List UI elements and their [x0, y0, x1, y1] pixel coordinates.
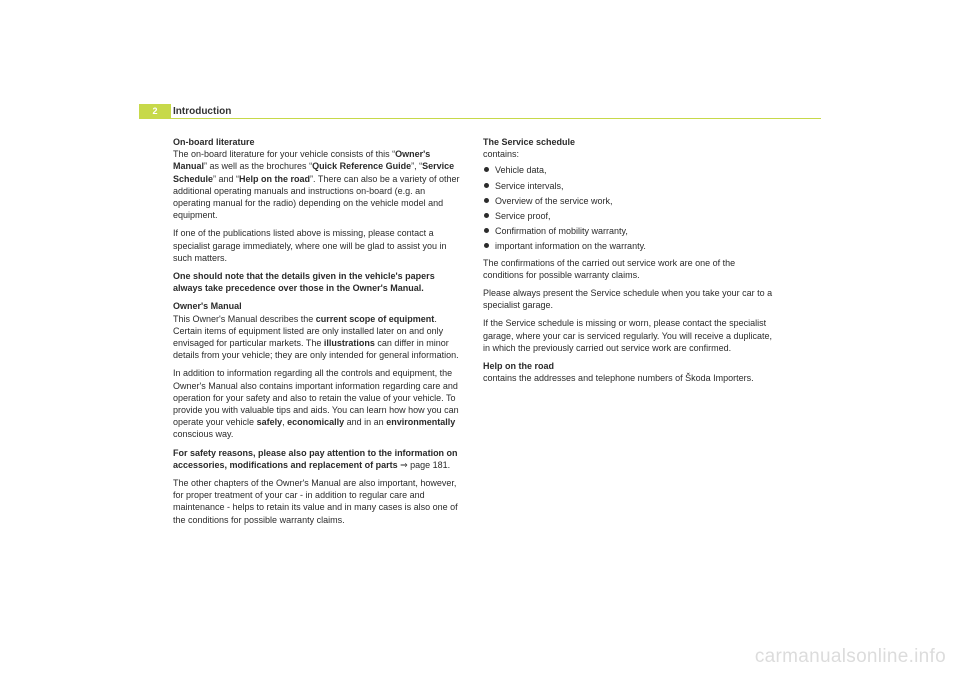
list-item: Service intervals,: [483, 180, 773, 192]
service-schedule-heading: The Service schedule: [483, 137, 576, 147]
confirmations-paragraph: The confirmations of the carried out service work are one of the conditions for possible warranty claims.: [483, 257, 736, 280]
page-reference-link[interactable]: ⇒ page 181.: [397, 459, 451, 470]
list-item: Vehicle data,: [483, 164, 773, 176]
right-column: [483, 136, 773, 390]
missing-schedule-paragraph: If the Service schedule is missing or worn, please contact the specialist garage, where your car is serviced regularly. You will receive a duplicate, in which the previously carried out service work are confirmed.: [483, 318, 772, 353]
list-item: Confirmation of mobility warranty,: [483, 225, 773, 237]
onboard-literature-heading: On-board literature: [173, 137, 255, 147]
section-title: Introduction: [173, 106, 232, 117]
onboard-literature-paragraph: The on-board literature for your vehicle consists of this “Owner's Manual” as well as the brochures “Quick Reference Guide”, “Service Schedule” and “Help on the road”. There can also be a variety of other additional operating manuals and instructions on-board (e.g. an operating manual for the radio) depending on the vehicle model and equipment.: [173, 149, 460, 221]
owners-manual-info-paragraph: In addition to information regarding all the controls and equipment, the Owner's Manual also contains important information regarding care and operation for your safety and also to retain the value of your vehicle. To provide you with valuable tips and aids. You can learn how how you can operate your vehicle safely, economically and in an environmentally conscious way.: [173, 368, 459, 440]
help-on-road-heading: Help on the road: [483, 361, 555, 372]
missing-publications-paragraph: If one of the publications listed above is missing, please contact a specialist garage immediately, where one will be glad to assist you in such matters.: [173, 228, 447, 263]
left-column: [173, 136, 465, 532]
list-item: important information on the warranty.: [483, 240, 773, 252]
owners-manual-scope-paragraph: This Owner's Manual describes the current scope of equipment. Certain items of equipment listed are only installed later on and only envisaged for particular markets. The illustrations can differ in minor details from your vehicle; they are only intended for general information.: [173, 313, 459, 361]
header-divider: [139, 118, 821, 119]
service-schedule-list: [483, 164, 773, 252]
other-chapters-paragraph: The other chapters of the Owner's Manual are also important, however, for proper treatment of your car - in addition to regular care and maintenance - helps to retain its value and in many cases is also one of the conditions for possible warranty claims.: [173, 478, 458, 525]
list-item: Service proof,: [483, 210, 773, 222]
list-item: Overview of the service work,: [483, 195, 773, 207]
precedence-note: One should note that the details given in the vehicle's papers always take precedence over those in the Owner's Manual.: [173, 271, 435, 294]
page-number: 2: [139, 104, 171, 119]
owners-manual-heading: Owner's Manual: [173, 301, 242, 312]
present-schedule-paragraph: Please always present the Service schedule when you take your car to a specialist garage.: [483, 288, 773, 311]
help-on-road-text: contains the addresses and telephone numbers of Škoda Importers.: [483, 373, 754, 384]
safety-reference-paragraph: For safety reasons, please also pay attention to the information on accessories, modifications and replacement of parts ⇒ page 181.: [173, 447, 458, 470]
service-schedule-intro: contains:: [483, 149, 520, 160]
watermark: carmanualsonline.info: [754, 646, 946, 667]
